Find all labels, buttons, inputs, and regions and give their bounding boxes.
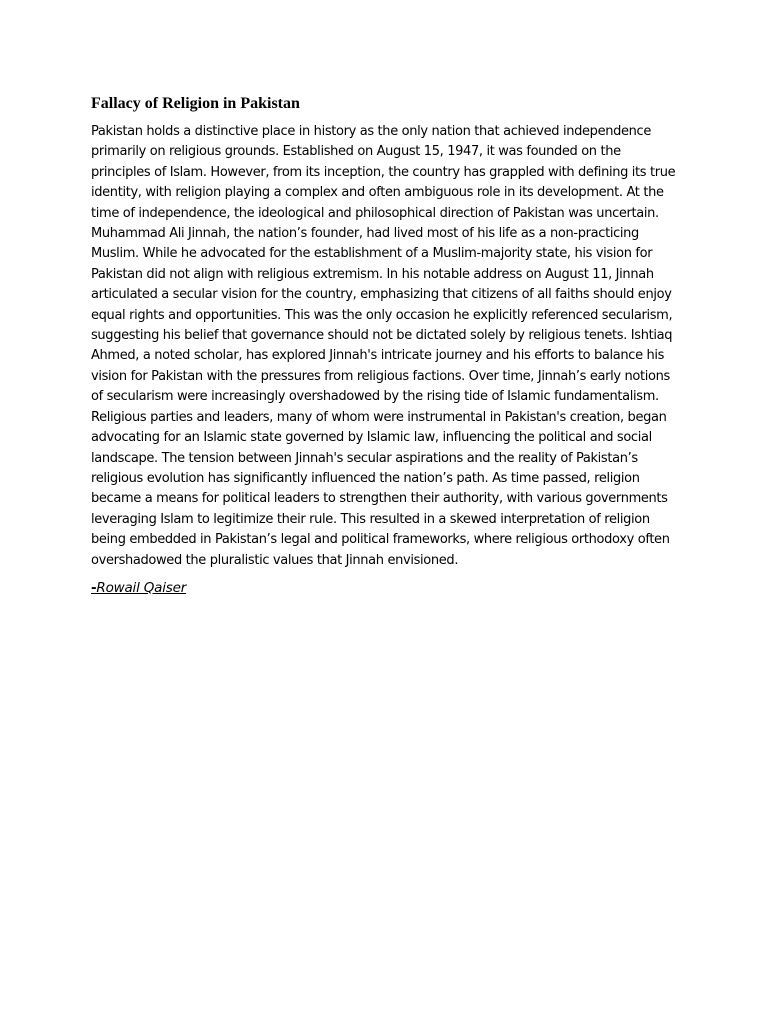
signature-name: Rowail Qaiser xyxy=(96,579,187,596)
author-signature xyxy=(91,578,677,598)
document-content xyxy=(91,93,677,598)
signature-dash: - xyxy=(91,579,97,596)
document-body-paragraph: Pakistan holds a distinctive place in history as the only nation that achieved independence primarily on religious grounds. Established on August 15, 1947, it was founded on the principles of Islam. However, from its inception, the country has grappled with defining its true identity, with religion playing a complex and often ambiguous role in its development. At the time of independence, the ideological and philosophical direction of Pakistan was uncertain. Muhammad Ali Jinnah, the nation’s founder, had lived most of his life as a non-practicing Muslim. While he advocated for the establishment of a Muslim-majority state, his vision for Pakistan did not align with religious extremism. In his notable address on August 11, Jinnah articulated a secular vision for the country, emphasizing that citizens of all faiths should enjoy equal rights and opportunities. This was the only occasion he explicitly referenced secularism, suggesting his belief that governance should not be dictated solely by religious tenets. Ishtiaq Ahmed, a noted scholar, has explored Jinnah's intricate journey and his efforts to balance his vision for Pakistan with the pressures from religious factions. Over time, Jinnah’s early notions of secularism were increasingly overshadowed by the rising tide of Islamic fundamentalism. Religious parties and leaders, many of whom were instrumental in Pakistan's creation, began advocating for an Islamic state governed by Islamic law, influencing the political and social landscape. The tension between Jinnah's secular aspirations and the reality of Pakistan’s religious evolution has significantly influenced the nation’s path. As time passed, religion became a means for political leaders to strengthen their authority, with various governments leveraging Islam to legitimize their rule. This resulted in a skewed interpretation of religion being embedded in Pakistan’s legal and political frameworks, where religious orthodoxy often overshadowed the pluralistic values that Jinnah envisioned. xyxy=(91,124,676,568)
document-title: Fallacy of Religion in Pakistan xyxy=(91,95,300,112)
